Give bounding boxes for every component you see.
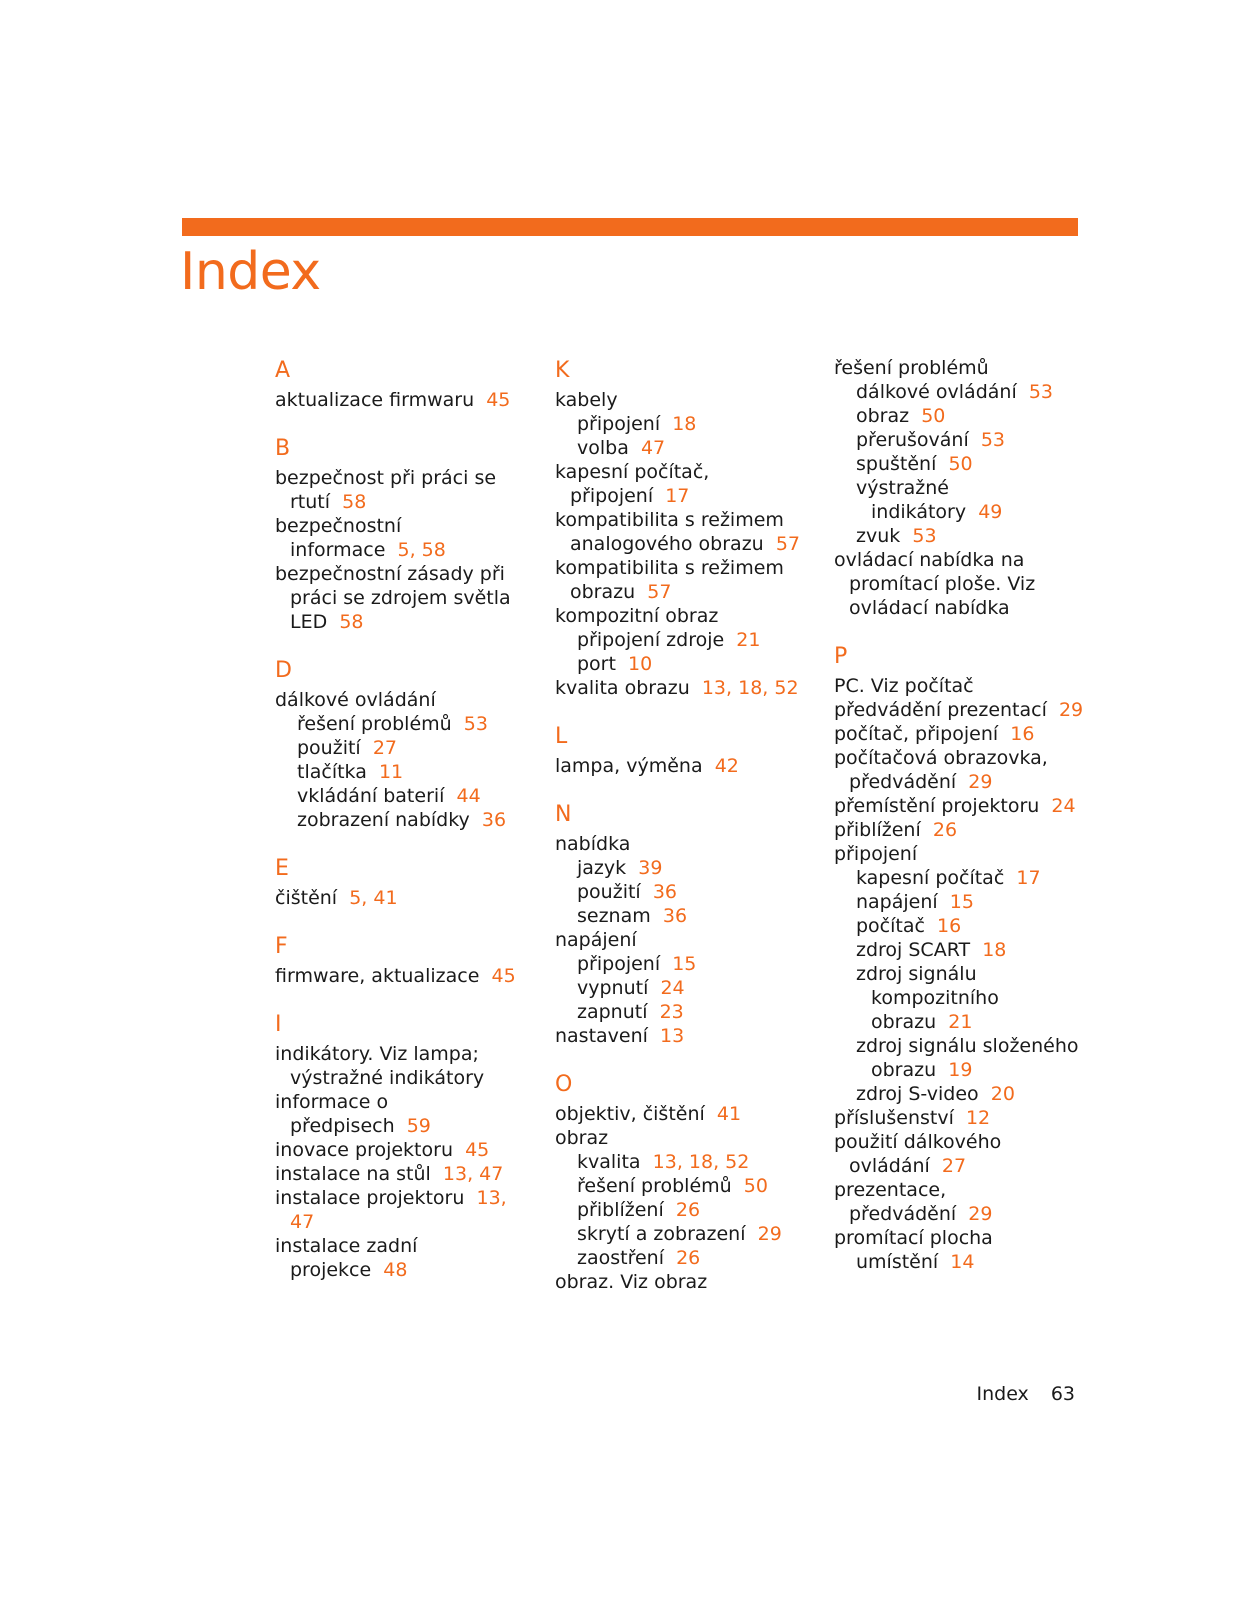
index-subentry bbox=[834, 524, 1084, 548]
section-letter: F bbox=[275, 934, 288, 959]
index-subentry bbox=[555, 412, 805, 436]
page-reference-link[interactable]: 53 bbox=[912, 525, 937, 547]
entry-term: počítač bbox=[856, 915, 925, 937]
section-letter: P bbox=[834, 644, 848, 669]
page-reference-link[interactable]: 29 bbox=[1058, 699, 1084, 721]
entry-term: zdroj SCART bbox=[856, 939, 971, 961]
index-entry bbox=[834, 722, 1084, 746]
entry-term: instalace zadní projekce bbox=[275, 1235, 418, 1281]
entry-term: přiblížení bbox=[577, 1199, 664, 1221]
index-entry bbox=[275, 466, 525, 514]
entry-term: indikátory. Viz lampa; výstražné indikátory bbox=[275, 1043, 485, 1089]
index-entry bbox=[834, 548, 1084, 620]
page-number: 63 bbox=[1050, 1383, 1075, 1405]
index-entry bbox=[275, 688, 525, 712]
entry-term: bezpečnost při práci se rtutí bbox=[275, 467, 497, 513]
index-entry bbox=[834, 746, 1084, 794]
index-section bbox=[555, 1070, 805, 1294]
entry-term: kabely bbox=[555, 389, 618, 411]
page-reference-link[interactable]: 14 bbox=[950, 1251, 975, 1273]
entry-term: kapesní počítač, připojení bbox=[555, 461, 710, 507]
page-reference-link[interactable]: 48 bbox=[383, 1259, 408, 1281]
index-subentry bbox=[555, 628, 805, 652]
section-letter: E bbox=[275, 856, 289, 881]
index-section bbox=[275, 656, 525, 832]
index-entry bbox=[555, 832, 805, 856]
entry-term: použití bbox=[297, 737, 361, 759]
index-entry bbox=[834, 818, 1084, 842]
index-subentry bbox=[555, 1000, 805, 1024]
page-reference-link[interactable]: 13, 47 bbox=[290, 1187, 507, 1233]
page-title: Index bbox=[180, 242, 321, 302]
index-entry bbox=[555, 1126, 805, 1150]
page-reference-link[interactable]: 39 bbox=[638, 857, 663, 879]
entry-term: obraz. Viz obraz bbox=[555, 1271, 708, 1293]
index-entry bbox=[834, 1178, 1084, 1226]
entry-term: zaostření bbox=[577, 1247, 664, 1269]
page-reference-link[interactable]: 19 bbox=[948, 1059, 973, 1081]
page-reference-link[interactable]: 5, 58 bbox=[397, 539, 446, 561]
index-column-2 bbox=[555, 356, 805, 1316]
entry-term: napájení bbox=[856, 891, 938, 913]
index-entry bbox=[834, 794, 1084, 818]
entry-term: nastavení bbox=[555, 1025, 648, 1047]
index-entry bbox=[555, 676, 805, 700]
index-section bbox=[275, 356, 525, 412]
index-subentry bbox=[555, 1174, 805, 1198]
page-reference-link[interactable]: 13, 47 bbox=[442, 1163, 504, 1185]
entry-term: výstražné indikátory bbox=[856, 477, 967, 523]
page-reference-link[interactable]: 24 bbox=[1051, 795, 1076, 817]
index-entry bbox=[275, 388, 525, 412]
index-subentry bbox=[834, 428, 1084, 452]
page-reference-link[interactable]: 59 bbox=[406, 1115, 431, 1137]
entry-term: kompatibilita s režimem obrazu bbox=[555, 557, 784, 603]
index-column-3 bbox=[834, 356, 1084, 1296]
page-reference-link[interactable]: 27 bbox=[372, 737, 397, 759]
entry-term: řešení problémů bbox=[297, 713, 452, 735]
entry-term: řešení problémů bbox=[577, 1175, 732, 1197]
page-reference-link[interactable]: 26 bbox=[675, 1199, 701, 1221]
page-reference-link[interactable]: 41 bbox=[716, 1103, 742, 1125]
entry-term: zobrazení nabídky bbox=[297, 809, 470, 831]
page-reference-link[interactable]: 50 bbox=[921, 405, 946, 427]
entry-term: příslušenství bbox=[834, 1107, 954, 1129]
index-subentry bbox=[555, 652, 805, 676]
page-reference-link[interactable]: 58 bbox=[342, 491, 367, 513]
entry-term: počítačová obrazovka, předvádění bbox=[834, 747, 1048, 793]
page-reference-link[interactable]: 16 bbox=[1010, 723, 1035, 745]
page-reference-link[interactable]: 15 bbox=[672, 953, 697, 975]
page-reference-link[interactable]: 50 bbox=[948, 453, 973, 475]
entry-term: obraz bbox=[856, 405, 910, 427]
index-column-1 bbox=[275, 356, 525, 1304]
entry-term: bezpečnostní zásady při práci se zdrojem světla LED bbox=[275, 563, 511, 633]
section-letter: N bbox=[555, 802, 572, 827]
index-entry bbox=[555, 556, 805, 604]
index-subentry bbox=[555, 1222, 805, 1246]
entry-term: přiblížení bbox=[834, 819, 921, 841]
entry-term: informace o předpisech bbox=[275, 1091, 395, 1137]
section-letter: B bbox=[275, 436, 291, 461]
index-subentry bbox=[275, 712, 525, 736]
index-subentry bbox=[555, 1150, 805, 1174]
page-reference-link[interactable]: 29 bbox=[968, 1203, 993, 1225]
index-section bbox=[275, 1010, 525, 1282]
index-entry bbox=[275, 1234, 525, 1282]
entry-term: prezentace, předvádění bbox=[834, 1179, 957, 1225]
index-entry bbox=[555, 1024, 805, 1048]
entry-term: firmware, aktualizace bbox=[275, 965, 480, 987]
page-reference-link[interactable]: 36 bbox=[662, 905, 688, 927]
page-reference-link[interactable]: 12 bbox=[965, 1107, 991, 1129]
entry-term: kvalita obrazu bbox=[555, 677, 690, 699]
entry-term: přemístění projektoru bbox=[834, 795, 1040, 817]
entry-term: zdroj signálu kompozitního obrazu bbox=[856, 963, 999, 1033]
index-subentry bbox=[834, 1034, 1084, 1082]
entry-term: připojení bbox=[577, 953, 661, 975]
section-letter: A bbox=[275, 358, 291, 383]
entry-term: napájení bbox=[555, 929, 637, 951]
entry-term: použití dálkového ovládání bbox=[834, 1131, 1002, 1177]
entry-term: kompozitní obraz bbox=[555, 605, 719, 627]
page-reference-link[interactable]: 44 bbox=[456, 785, 481, 807]
index-entry bbox=[275, 1090, 525, 1138]
index-section bbox=[555, 356, 805, 700]
index-subentry bbox=[834, 938, 1084, 962]
entry-term: zvuk bbox=[856, 525, 901, 547]
section-letter: L bbox=[555, 724, 568, 749]
index-section bbox=[834, 356, 1084, 620]
page-reference-link[interactable]: 10 bbox=[628, 653, 653, 675]
index-entry bbox=[275, 1186, 525, 1234]
index-subentry bbox=[555, 436, 805, 460]
index-subentry bbox=[834, 962, 1084, 1034]
index-subentry bbox=[834, 452, 1084, 476]
entry-term: zapnutí bbox=[577, 1001, 648, 1023]
index-subentry bbox=[834, 866, 1084, 890]
page-reference-link[interactable]: 27 bbox=[941, 1155, 967, 1177]
entry-term: jazyk bbox=[577, 857, 627, 879]
page-reference-link[interactable]: 21 bbox=[736, 629, 761, 651]
page-reference-link[interactable]: 16 bbox=[937, 915, 962, 937]
entry-term: vypnutí bbox=[577, 977, 649, 999]
index-subentry bbox=[275, 736, 525, 760]
page-reference-link[interactable]: 58 bbox=[339, 611, 364, 633]
entry-term: promítací plocha bbox=[834, 1227, 993, 1249]
page-reference-link[interactable]: 23 bbox=[659, 1001, 684, 1023]
entry-term: lampa, výměna bbox=[555, 755, 703, 777]
page-reference-link[interactable]: 13, 18, 52 bbox=[652, 1151, 750, 1173]
page-reference-link[interactable]: 57 bbox=[775, 533, 800, 555]
entry-term: aktualizace firmwaru bbox=[275, 389, 475, 411]
page-reference-link[interactable]: 11 bbox=[378, 761, 404, 783]
entry-term: dálkové ovládání bbox=[856, 381, 1017, 403]
entry-term: bezpečnostní informace bbox=[275, 515, 402, 561]
entry-term: umístění bbox=[856, 1251, 939, 1273]
page-reference-link[interactable]: 21 bbox=[948, 1011, 973, 1033]
page-reference-link[interactable]: 26 bbox=[676, 1247, 701, 1269]
index-entry bbox=[834, 1106, 1084, 1130]
entry-term: port bbox=[577, 653, 616, 675]
page-reference-link[interactable]: 45 bbox=[491, 965, 516, 987]
entry-term: dálkové ovládání bbox=[275, 689, 436, 711]
page-footer bbox=[977, 1382, 1076, 1406]
page-reference-link[interactable]: 49 bbox=[978, 501, 1003, 523]
index-entry bbox=[555, 508, 805, 556]
header-rule bbox=[182, 218, 1078, 236]
index-subentry bbox=[834, 380, 1084, 404]
index-entry bbox=[555, 1102, 805, 1126]
entry-term: kompatibilita s režimem analogového obrazu bbox=[555, 509, 784, 555]
index-entry bbox=[275, 1138, 525, 1162]
index-subentry bbox=[275, 760, 525, 784]
index-subentry bbox=[555, 1246, 805, 1270]
section-letter: I bbox=[275, 1012, 282, 1037]
entry-term: připojení zdroje bbox=[577, 629, 725, 651]
section-letter: K bbox=[555, 358, 570, 383]
index-subentry bbox=[834, 404, 1084, 428]
entry-term: instalace na stůl bbox=[275, 1163, 431, 1185]
section-letter: D bbox=[275, 658, 292, 683]
entry-term: ovládací nabídka na promítací ploše. Viz ovládací nabídka bbox=[834, 549, 1036, 619]
index-entry bbox=[834, 674, 1084, 698]
index-entry bbox=[275, 1042, 525, 1090]
index-entry bbox=[834, 842, 1084, 866]
index-entry bbox=[555, 1270, 805, 1294]
entry-term: počítač, připojení bbox=[834, 723, 999, 745]
page-reference-link[interactable]: 18 bbox=[982, 939, 1007, 961]
page-reference-link[interactable]: 29 bbox=[757, 1223, 782, 1245]
page-reference-link[interactable]: 18 bbox=[672, 413, 697, 435]
entry-term: čištění bbox=[275, 887, 338, 909]
index-entry bbox=[555, 928, 805, 952]
entry-term: nabídka bbox=[555, 833, 631, 855]
index-entry bbox=[275, 886, 525, 910]
index-subentry bbox=[834, 1082, 1084, 1106]
index-entry bbox=[555, 604, 805, 628]
index-subentry bbox=[555, 952, 805, 976]
page-reference-link[interactable]: 26 bbox=[932, 819, 958, 841]
index-section bbox=[834, 642, 1084, 1274]
entry-term: předvádění prezentací bbox=[834, 699, 1047, 721]
index-subentry bbox=[834, 890, 1084, 914]
entry-term: připojení bbox=[834, 843, 918, 865]
page-reference-link[interactable]: 17 bbox=[1016, 867, 1041, 889]
entry-term: spuštění bbox=[856, 453, 937, 475]
entry-term: zdroj S-video bbox=[856, 1083, 979, 1105]
footer-label: Index bbox=[976, 1383, 1029, 1405]
entry-term: instalace projektoru bbox=[275, 1187, 465, 1209]
index-entry bbox=[275, 1162, 525, 1186]
entry-term: objektiv, čištění bbox=[555, 1103, 705, 1125]
entry-term: použití bbox=[577, 881, 641, 903]
page-reference-link[interactable]: 53 bbox=[980, 429, 1006, 451]
index-section bbox=[275, 854, 525, 910]
index-subentry bbox=[555, 880, 805, 904]
page-reference-link[interactable]: 17 bbox=[665, 485, 690, 507]
page-reference-link[interactable]: 53 bbox=[463, 713, 488, 735]
index-entry bbox=[834, 1130, 1084, 1178]
page-reference-link[interactable]: 15 bbox=[949, 891, 974, 913]
index-subentry bbox=[275, 784, 525, 808]
index-subentry bbox=[834, 1250, 1084, 1274]
entry-term: skrytí a zobrazení bbox=[577, 1223, 746, 1245]
page-reference-link[interactable]: 53 bbox=[1028, 381, 1054, 403]
page-reference-link[interactable]: 45 bbox=[465, 1139, 490, 1161]
page-reference-link[interactable]: 47 bbox=[640, 437, 666, 459]
index-entry bbox=[834, 356, 1084, 380]
entry-term: tlačítka bbox=[297, 761, 367, 783]
entry-term: PC. Viz počítač bbox=[834, 675, 974, 697]
entry-term: inovace projektoru bbox=[275, 1139, 453, 1161]
entry-term: vkládání baterií bbox=[297, 785, 445, 807]
index-entry bbox=[275, 514, 525, 562]
index-entry bbox=[555, 388, 805, 412]
entry-term: zdroj signálu složeného obrazu bbox=[856, 1035, 1079, 1081]
index-subentry bbox=[834, 476, 1084, 524]
entry-term: kvalita bbox=[577, 1151, 641, 1173]
index-subentry bbox=[275, 808, 525, 832]
page-reference-link[interactable]: 13 bbox=[660, 1025, 685, 1047]
index-subentry bbox=[555, 904, 805, 928]
page-reference-link[interactable]: 36 bbox=[481, 809, 507, 831]
index-subentry bbox=[834, 914, 1084, 938]
page-reference-link[interactable]: 36 bbox=[652, 881, 677, 903]
entry-term: připojení bbox=[577, 413, 661, 435]
entry-term: přerušování bbox=[856, 429, 969, 451]
index-section bbox=[555, 722, 805, 778]
entry-term: seznam bbox=[577, 905, 651, 927]
page-reference-link[interactable]: 24 bbox=[660, 977, 685, 999]
page-reference-link[interactable]: 5, 41 bbox=[349, 887, 398, 909]
page-reference-link[interactable]: 45 bbox=[486, 389, 511, 411]
entry-term: obraz bbox=[555, 1127, 609, 1149]
index-entry bbox=[834, 698, 1084, 722]
page-reference-link[interactable]: 13, 18, 52 bbox=[701, 677, 799, 699]
index-entry bbox=[275, 562, 525, 634]
index-section bbox=[275, 932, 525, 988]
page-reference-link[interactable]: 42 bbox=[714, 755, 739, 777]
page-reference-link[interactable]: 20 bbox=[990, 1083, 1015, 1105]
index-subentry bbox=[555, 1198, 805, 1222]
index-entry bbox=[275, 964, 525, 988]
index-section bbox=[555, 800, 805, 1048]
index-entry bbox=[555, 460, 805, 508]
index-subentry bbox=[555, 856, 805, 880]
index-entry bbox=[555, 754, 805, 778]
page-reference-link[interactable]: 29 bbox=[968, 771, 993, 793]
entry-term: volba bbox=[577, 437, 629, 459]
page-reference-link[interactable]: 50 bbox=[743, 1175, 768, 1197]
section-letter: O bbox=[555, 1072, 573, 1097]
index-entry bbox=[834, 1226, 1084, 1250]
entry-term: řešení problémů bbox=[834, 357, 989, 379]
index-section bbox=[275, 434, 525, 634]
entry-term: kapesní počítač bbox=[856, 867, 1005, 889]
index-subentry bbox=[555, 976, 805, 1000]
page-reference-link[interactable]: 57 bbox=[647, 581, 672, 603]
